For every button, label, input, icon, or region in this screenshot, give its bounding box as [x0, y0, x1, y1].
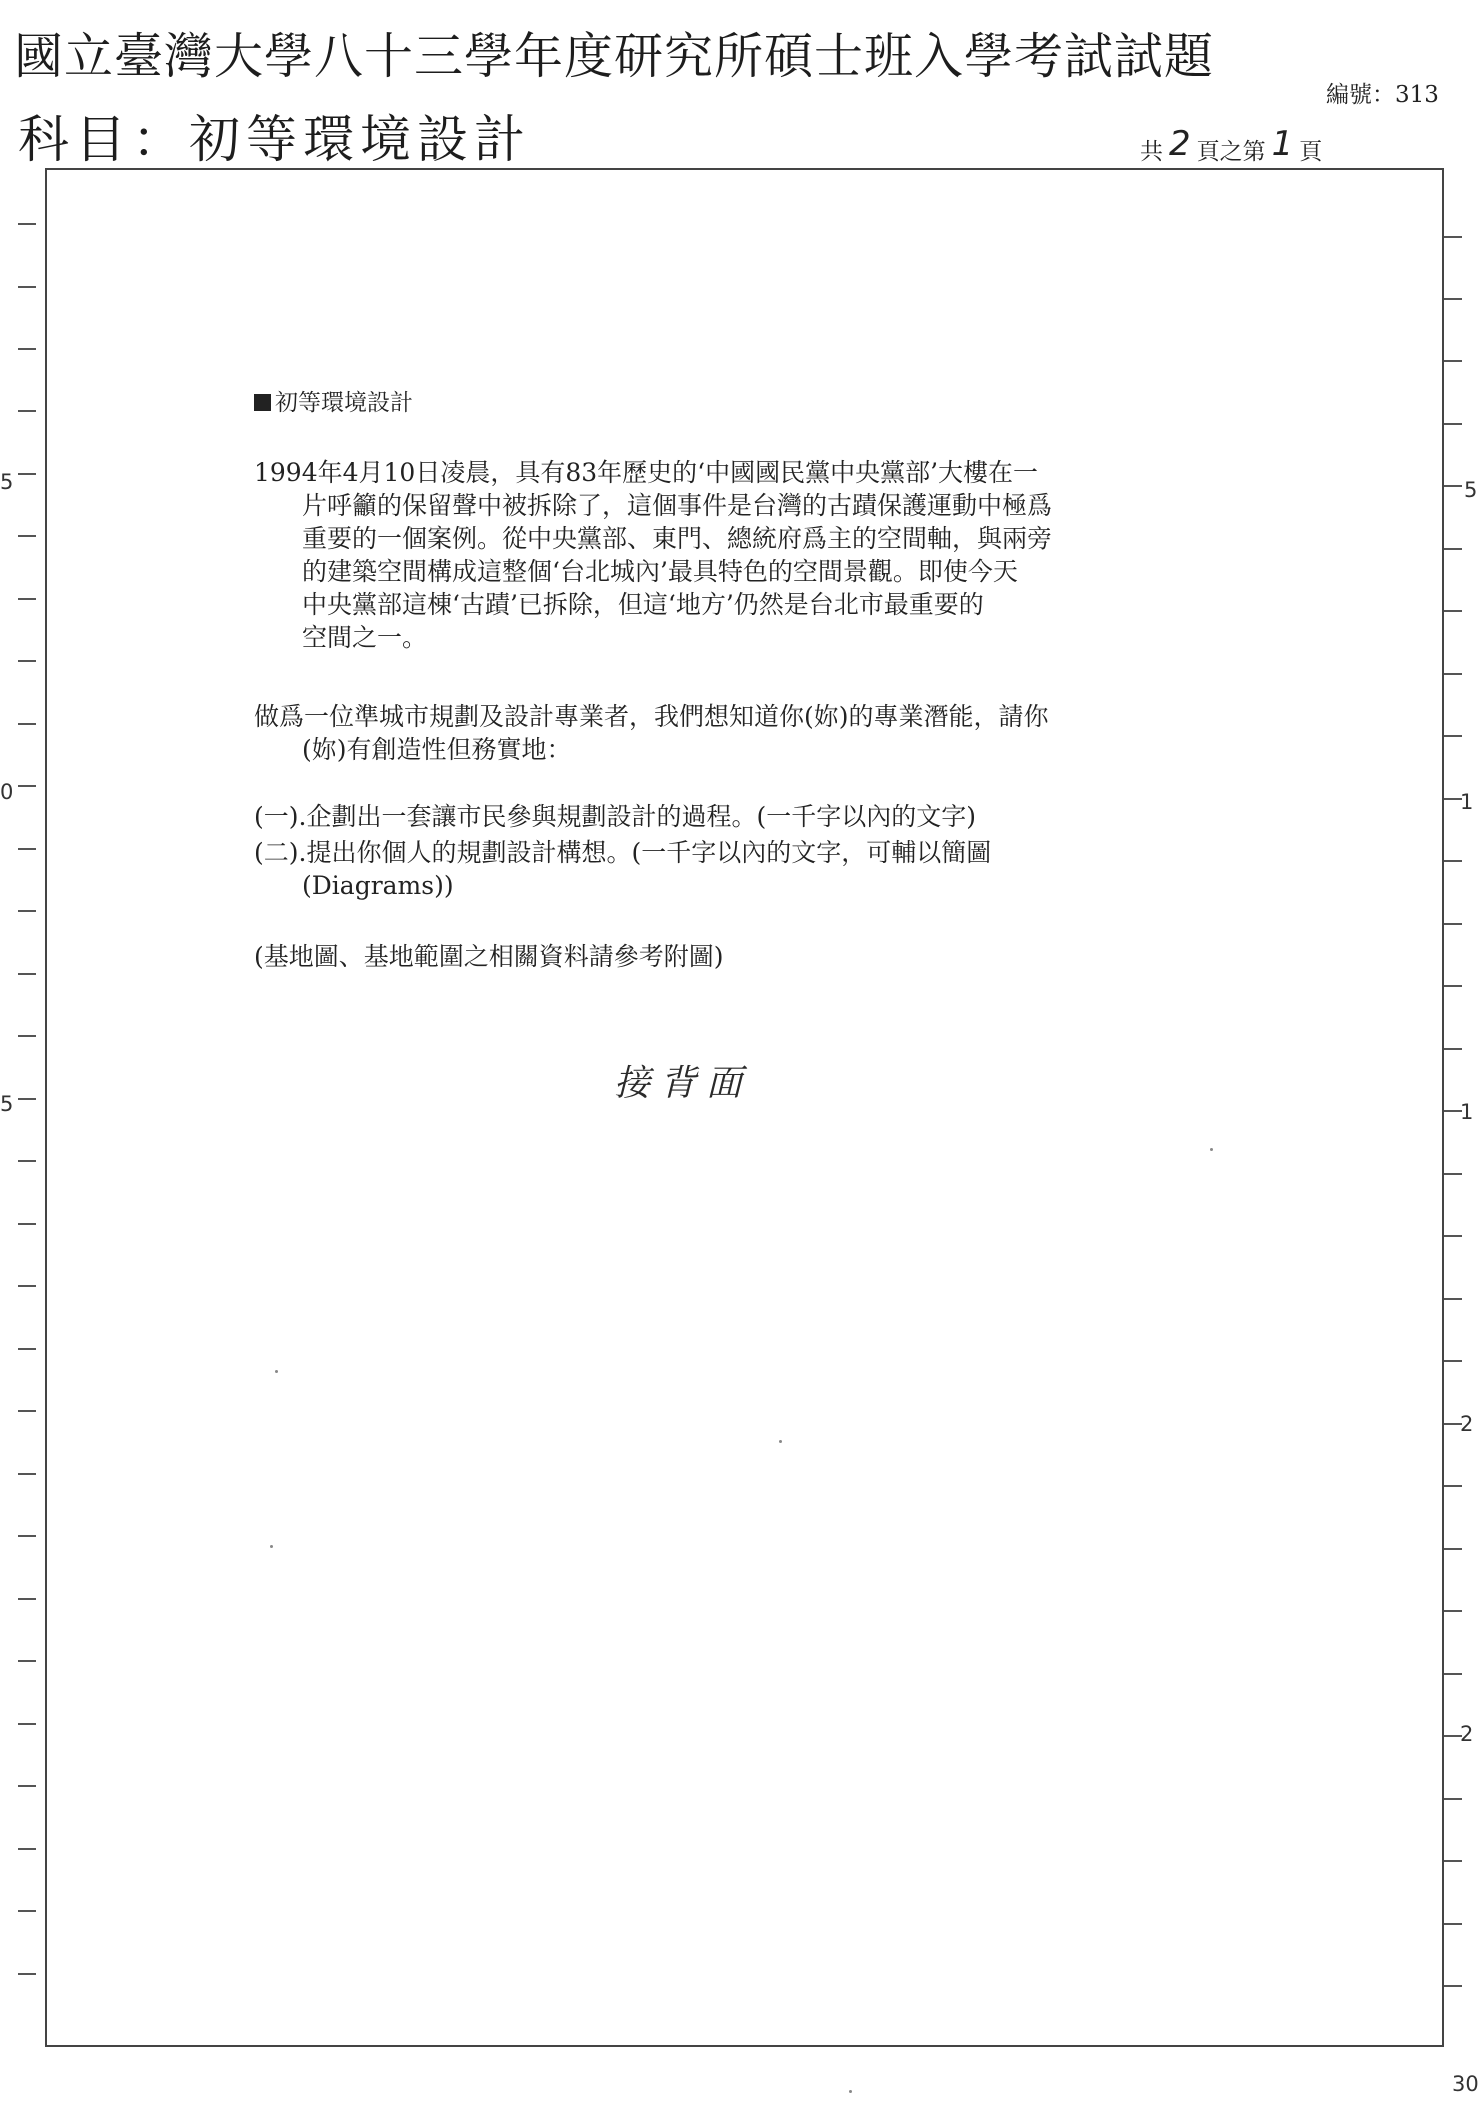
tick — [1444, 673, 1462, 675]
tick — [1444, 236, 1462, 238]
task-paragraph — [254, 700, 1154, 766]
tick — [1444, 548, 1462, 550]
tick — [1444, 1798, 1462, 1800]
tick — [1444, 1610, 1462, 1612]
scan-speck — [779, 1440, 782, 1443]
page-count — [1140, 124, 1323, 168]
exam-title: 國立臺灣大學八十三學年度研究所碩士班入學考試試題 — [14, 28, 1215, 85]
exam-frame — [45, 168, 1444, 2047]
question-1 — [254, 800, 1154, 833]
left-margin-number: 5 — [0, 470, 14, 494]
tick — [18, 1848, 36, 1850]
tick — [1444, 1548, 1462, 1550]
tick — [18, 973, 36, 975]
right-margin-number: 2 — [1460, 1722, 1474, 1746]
tick — [18, 1348, 36, 1350]
text-line: 片呼籲的保留聲中被拆除了，這個事件是台灣的古蹟保護運動中極爲 — [302, 491, 1053, 520]
scan-speck — [849, 2090, 852, 2093]
text-line: 重要的一個案例。從中央黨部、東門、總統府爲主的空間軸，與兩旁 — [302, 524, 1053, 553]
tick — [1444, 1048, 1462, 1050]
black-square-icon — [254, 394, 271, 411]
tick — [1444, 1235, 1462, 1237]
tick — [18, 848, 36, 850]
question-2 — [254, 836, 1154, 902]
scan-speck — [1210, 1148, 1213, 1151]
section-heading — [254, 384, 413, 417]
continue-on-back-note: 接背面 — [614, 1063, 753, 1104]
page-middle: 頁之第 — [1196, 139, 1266, 165]
scan-speck — [275, 1370, 278, 1373]
tick — [1444, 1985, 1462, 1987]
tick — [18, 1473, 36, 1475]
tick — [18, 1973, 36, 1975]
text-line: 1994年4月10日凌晨，具有83年歷史的‘中國國民黨中央黨部’大樓在一 — [254, 458, 1039, 487]
text-line: 的建築空間構成這整個‘台北城內’最具特色的空間景觀。即使今天 — [302, 557, 1018, 586]
tick — [18, 598, 36, 600]
right-margin-number: 1 — [1460, 1100, 1474, 1124]
tick — [1444, 1360, 1462, 1362]
tick — [1444, 860, 1462, 862]
subject-title: 科目：初等環境設計 — [18, 111, 532, 170]
page-suffix: 頁 — [1299, 139, 1323, 165]
page-current: 1 — [1271, 124, 1294, 164]
tick — [1444, 610, 1462, 612]
right-margin-number: 30 — [1452, 2072, 1479, 2096]
section-heading-text: 初等環境設計 — [275, 390, 413, 416]
tick — [1444, 1860, 1462, 1862]
right-margin-number: 5 — [1464, 478, 1478, 502]
tick — [18, 1785, 36, 1787]
text-line: (Diagrams)) — [302, 871, 454, 900]
tick — [1444, 360, 1462, 362]
tick — [18, 1660, 36, 1662]
tick — [1444, 1173, 1462, 1175]
tick — [1444, 423, 1462, 425]
tick — [18, 348, 36, 350]
tick — [18, 1535, 36, 1537]
tick — [18, 286, 36, 288]
text-line: 中央黨部這棟‘古蹟’已拆除，但這‘地方’仍然是台北市最重要的 — [302, 590, 984, 619]
tick — [18, 660, 36, 662]
scan-speck — [270, 1545, 273, 1548]
tick — [18, 223, 36, 225]
tick — [18, 1035, 36, 1037]
tick — [18, 1098, 36, 1100]
tick — [18, 723, 36, 725]
tick — [1444, 1298, 1462, 1300]
tick — [18, 535, 36, 537]
left-margin-number: 0 — [0, 780, 14, 804]
tick — [18, 473, 36, 475]
page-total: 2 — [1169, 124, 1191, 164]
tick — [18, 410, 36, 412]
reference-note — [254, 940, 1154, 973]
tick — [1444, 1923, 1462, 1925]
tick — [1444, 485, 1462, 487]
tick — [18, 1223, 36, 1225]
tick — [18, 1285, 36, 1287]
text-line: 空間之一。 — [302, 623, 428, 652]
tick — [18, 1723, 36, 1725]
tick — [1444, 923, 1462, 925]
tick — [1444, 1485, 1462, 1487]
text-line: (二).提出你個人的規劃設計構想。(一千字以內的文字，可輔以簡圖 — [254, 838, 992, 867]
tick — [18, 910, 36, 912]
tick — [18, 785, 36, 787]
text-line: (一).企劃出一套讓市民參與規劃設計的過程。(一千字以內的文字) — [254, 802, 976, 831]
exam-code: 編號：313 — [1326, 82, 1439, 108]
tick — [1444, 735, 1462, 737]
page-total-prefix: 共 — [1140, 139, 1163, 165]
text-line: 做爲一位準城市規劃及設計專業者，我們想知道你(妳)的專業潛能，請你 — [254, 702, 1049, 731]
left-margin-number: 5 — [0, 1092, 14, 1116]
right-margin-number: 2 — [1460, 1412, 1474, 1436]
tick — [18, 1410, 36, 1412]
right-margin-number: 1 — [1460, 790, 1474, 814]
tick — [18, 1598, 36, 1600]
tick — [1444, 985, 1462, 987]
tick — [18, 1160, 36, 1162]
intro-paragraph — [254, 456, 1154, 654]
tick — [1444, 298, 1462, 300]
tick — [1444, 1673, 1462, 1675]
text-line: (妳)有創造性但務實地： — [302, 735, 572, 764]
text-line: (基地圖、基地範圍之相關資料請參考附圖) — [254, 942, 724, 971]
tick — [18, 1910, 36, 1912]
